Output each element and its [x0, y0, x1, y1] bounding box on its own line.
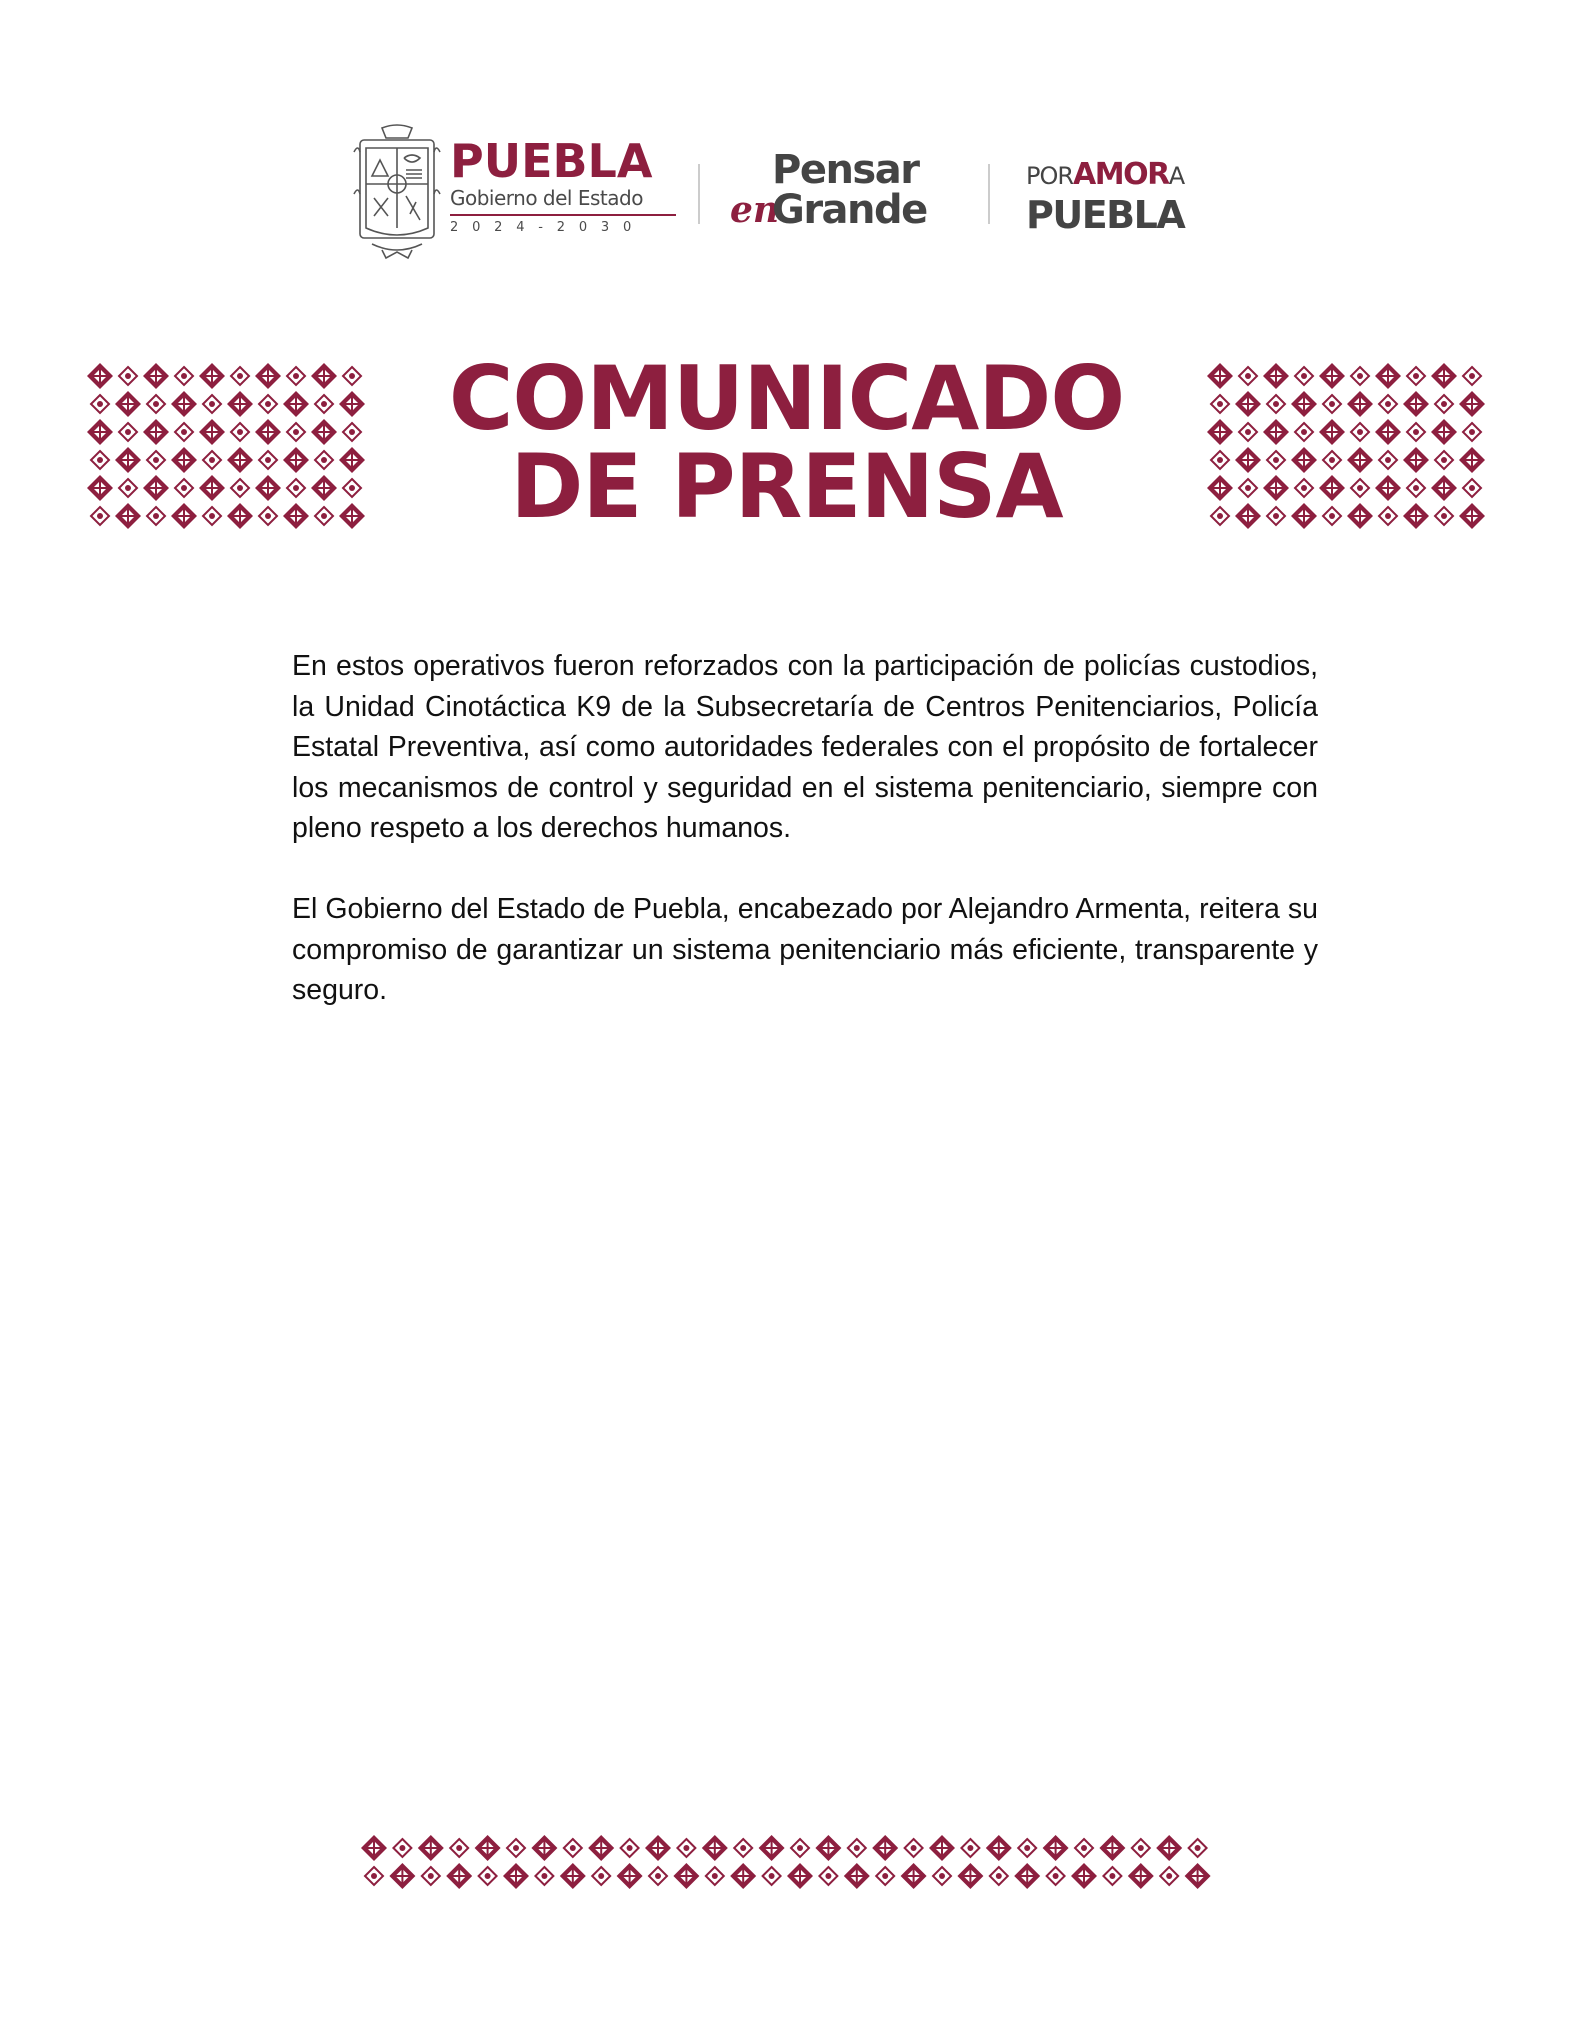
- header-logos: [352, 120, 1232, 270]
- header-divider: [988, 164, 990, 224]
- pattern-bottom-decoration: [360, 1834, 1214, 1890]
- campaign-por: POR: [1026, 162, 1074, 190]
- gov-divider-rule: [450, 214, 676, 216]
- pensar-en-grande-logo: [730, 148, 940, 248]
- state-coat-of-arms-icon: [352, 124, 442, 260]
- title-line-1: COMUNICADO: [448, 347, 1125, 450]
- slogan-top: Pensar: [772, 147, 919, 193]
- por-amor-a-puebla-logo: [1026, 158, 1236, 248]
- campaign-amor: AMOR: [1073, 157, 1169, 192]
- pattern-right-decoration: [1206, 362, 1488, 530]
- gov-name: PUEBLA: [450, 134, 653, 188]
- campaign-puebla: PUEBLA: [1026, 193, 1185, 237]
- press-release-body: [292, 646, 1318, 1051]
- campaign-a: A: [1168, 162, 1185, 190]
- body-paragraph-2: El Gobierno del Estado de Puebla, encabezado por Alejandro Armenta, reitera su compromiso de garantizar un sistema penitenciario más eficiente, transparente y seguro.: [292, 893, 1318, 1006]
- gov-years: 2024-2030: [450, 220, 646, 235]
- body-paragraph-1: En estos operativos fueron reforzados con la participación de policías custodios, la Unidad Cinotáctica K9 de la Subsecretaría de Centros Penitenciarios, Policía Estatal Preventiva, así como autoridades federales con el propósito de fortalecer los mecanismos de control y seguridad en el sistema penitenciario, siempre con pleno respeto a los derechos humanos.: [292, 650, 1318, 844]
- slogan-en: en: [730, 189, 780, 231]
- header-divider: [698, 164, 700, 224]
- gov-subtitle: Gobierno del Estado: [450, 186, 643, 210]
- title-line-2: DE PRENSA: [510, 435, 1063, 538]
- page-title: [380, 347, 1193, 538]
- pattern-left-decoration: [86, 362, 368, 530]
- gobierno-logo: [450, 134, 682, 236]
- slogan-bottom: Grande: [772, 187, 927, 233]
